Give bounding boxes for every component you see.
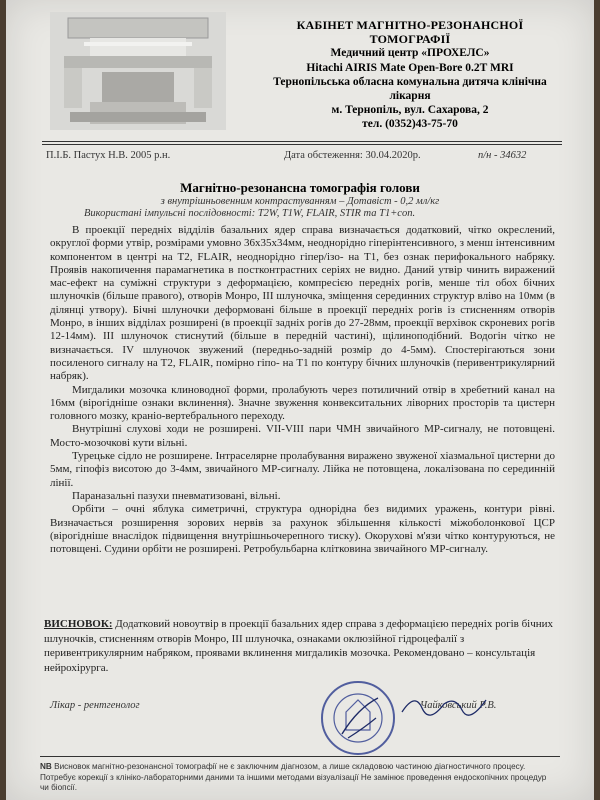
hospital-line2: лікарня <box>389 90 431 103</box>
hospital-line1: Тернопільська обласна комунальна дитяча клінічна <box>273 75 547 88</box>
official-stamp <box>318 678 398 758</box>
findings-paragraph: Турецьке сідло не розширене. Інтраселярне пролабування виражено звуженої хіазмальної цистерни до 5мм, гіпофіз висотою до 3-4мм, звичайного МР-сигналу. Лійка не потовщена, локалізована по серединній лінії. <box>50 450 555 489</box>
background-right-edge <box>594 0 600 800</box>
footnote-text: Висновок магнітно-резонансної томографії не є заключним діагнозом, а лише складовою частиною діагностичного процесу. Потребує корекції з клініко-лабораторними даними та іншими методами візуалізації Не замінює проведення ендоскопічних процедур чи біопсії. <box>40 762 547 792</box>
findings-paragraph: Внутрішні слухові ходи не розширені. VII-VIII пари ЧМН звичайного МР-сигналу, не потовщені. Мосто-мозочкові кути вільні. <box>50 423 555 449</box>
clinic-name-line2: ТОМОГРАФІЇ <box>369 32 451 47</box>
medical-center: Медичний центр «ПРОХЕЛС» <box>330 47 490 60</box>
doctor-name: Чайковський Р.В. <box>420 700 497 711</box>
radiologist-role: Лікар - рентгенолог <box>50 700 140 711</box>
clinic-address: м. Тернопіль, вул. Сахарова, 2 <box>331 104 489 117</box>
findings-paragraph: В проекції передніх відділів базальних ядер справа визначається додатковий, чітко окреслений, округлої форми утвір, розмірами умовно 36х35х34мм, неоднорідно гіперінтенсивного, з менш інтенсивним компонентом в центрі на Т2, FLAIR, неоднорідно гіпер/ізо- на Т1, без ознак перифокального набряку. Проявів накопичення парамагнетика в постконтрастних серіях не видно. Даний утвір чинить виражений мас-ефект на суміжні структури з деформацією, компресією передніх рогів, менше тіл обох бічних шлуночків (більше правого), отворів Монро, III шлуночка, зміщення серединних структур вліво на 10мм (в ділянці утвору). Бічні шлуночки деформовані більше в проекції передніх рогів із стисненням отворів Монро, в інших відділах розширені (в проекції задніх рогів до 27-28мм, проекції верхівок скроневих рогів 12-14мм). III шлуночок стиснутий (більше в передній частині), щілиноподібний. Водогін чітко не визначається. IV шлуночок звужений (передньо-задній розмір до 4-5мм). Спостерігаються зони посиленого сигналу на Т2, FLAIR, помірно гіпо- на Т1 по контуру бічних шлуночків (перивентрикулярний набряк). <box>50 224 555 383</box>
footnote <box>40 762 555 794</box>
findings-paragraph: Параназальні пазухи пневматизовані, вільні. <box>72 489 281 502</box>
conclusion-label: ВИСНОВОК: <box>44 618 113 630</box>
pulse-sequences: Використані імпульсні послідовності: T2W, T1W, FLAIR, STIR та T1+con. <box>84 208 416 219</box>
conclusion-block <box>44 617 554 675</box>
footnote-divider <box>40 756 560 757</box>
report-subtitle: з внутрішньовенним контрастуванням – Дотавіст - 0,2 мл/кг <box>160 196 440 207</box>
header-divider-2 <box>42 144 562 145</box>
doctor-signature <box>400 690 490 720</box>
clinic-name-line1: КАБІНЕТ МАГНІТНО-РЕЗОНАНСНОЇ <box>296 18 524 32</box>
header-divider <box>42 141 562 142</box>
exam-date: Дата обстеження: 30.04.2020р. <box>284 150 421 161</box>
clinic-header <box>250 18 570 132</box>
report-title: Магнітно-резонансна томографія голови <box>180 180 420 195</box>
clinic-phone: тел. (0352)43-75-70 <box>362 118 458 131</box>
record-number: п/н - 34632 <box>478 150 527 161</box>
findings-paragraph: Мигдалики мозочка клиноводної форми, пролабують через потиличний отвір в хребетний канал на 16мм (вірогідніше ознаки вклинення). Значне звуження конвекситальних ліворних просторів та цистерн головного мозку, краніо-вертебрального переходу. <box>50 383 555 423</box>
footnote-label: NB <box>40 762 52 771</box>
report-body <box>50 224 555 556</box>
conclusion-text: Додатковий новоутвір в проекції базальних ядер справа з деформацією передніх рогів бічних шлуночків, стисненням отворів Монро, III шлуночка, ознаками оклюзійної гідроцефалії з перивентрикулярним набряком, проявами вклинення мигдаликів мозочка. Рекомендовано – консультація нейрохірурга. <box>44 618 554 674</box>
device-name: Hitachi AIRIS Mate Open-Bore 0.2T MRI <box>306 61 514 74</box>
findings-paragraph: Орбіти – очні яблука симетричні, структура однорідна без видимих уражень, контури рівні. Визначається розширення зорових нервів за рахунок збільшення кількості міжоболонкової ЦСР (вірогідніше внаслідок підвищення внутрішньочерепного тиску). Окорухові м'язи чітко контуруються, не потовщені. Судини орбіти не розширені. Ретробульбарна клітковина звичайного МР-сигналу. <box>50 503 555 556</box>
mri-scanner-illustration <box>50 12 226 130</box>
patient-name: П.І.Б. Пастух Н.В. 2005 р.н. <box>46 150 171 161</box>
